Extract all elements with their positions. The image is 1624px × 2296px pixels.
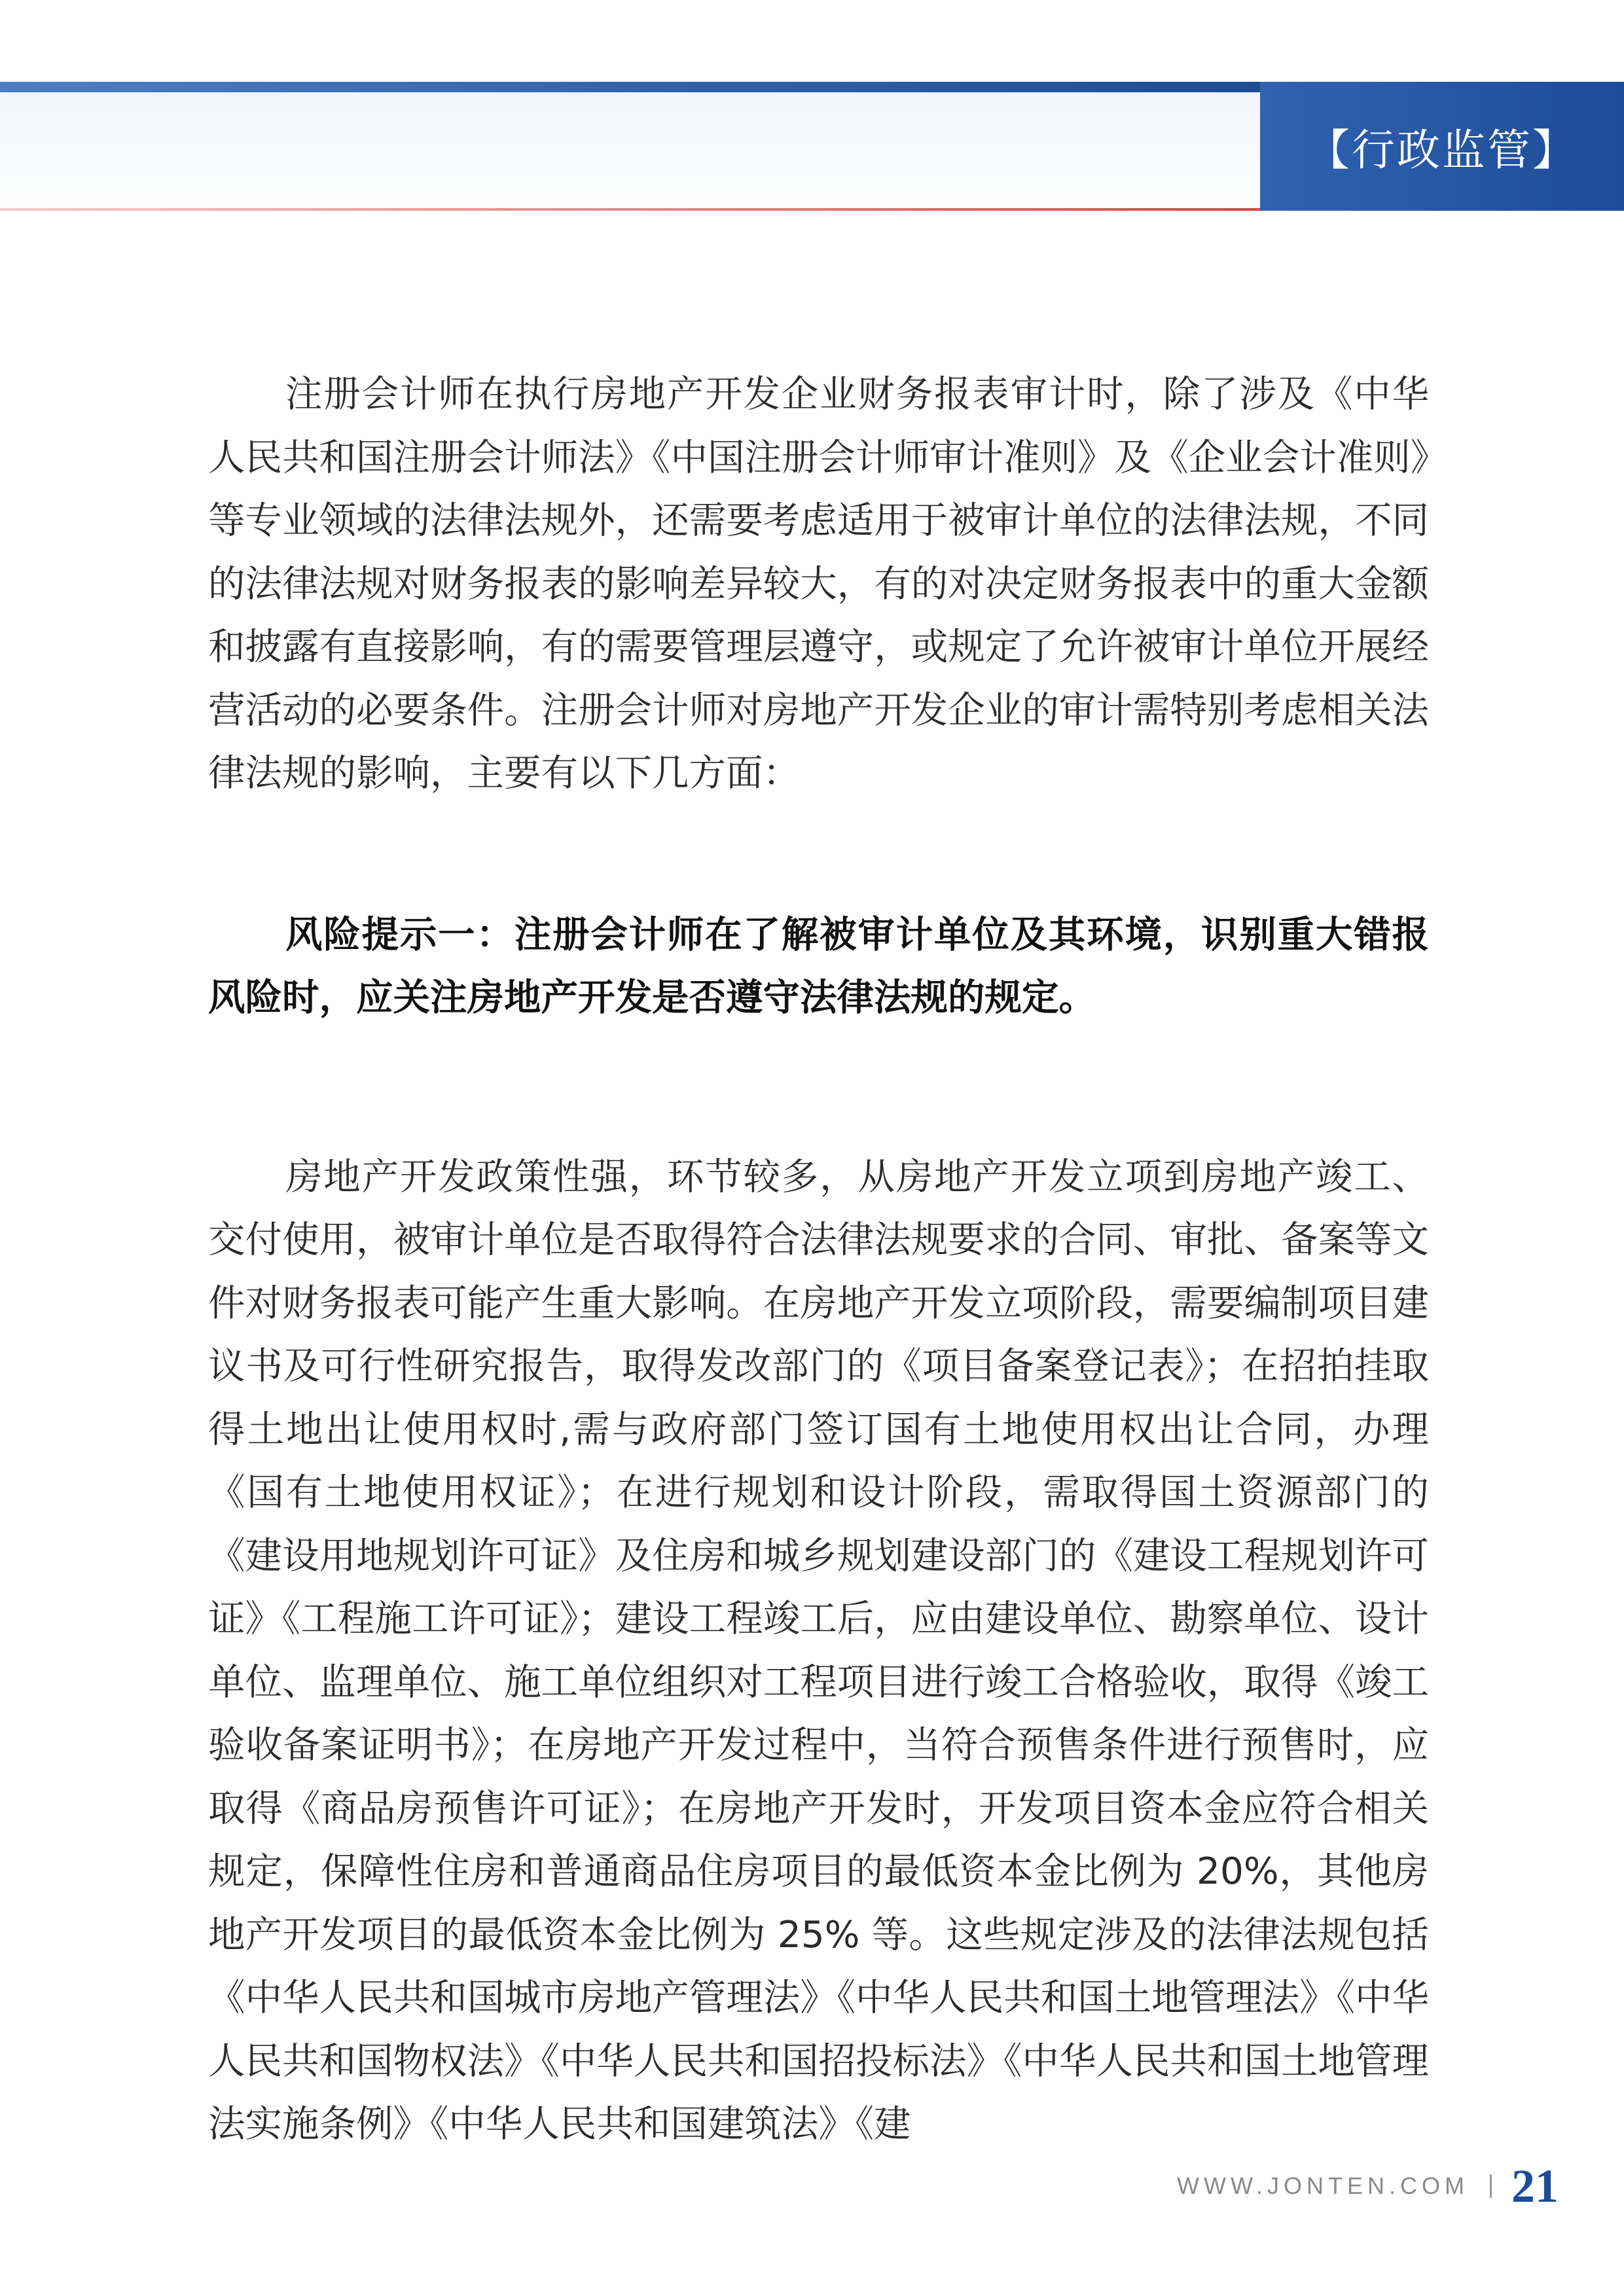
page-footer — [1177, 2160, 1559, 2212]
article-body — [208, 363, 1429, 2157]
header-top-rule — [0, 82, 1260, 92]
footer-divider — [1490, 2174, 1492, 2198]
page-number: 21 — [1511, 2159, 1559, 2212]
header-band — [0, 82, 1260, 210]
intro-paragraph: 注册会计师在执行房地产开发企业财务报表审计时，除了涉及《中华人民共和国注册会计师法》《中国注册会计师审计准则》及《企业会计准则》等专业领域的法律法规外，还需要考虑适用于被审计单位的法律法规，不同的法律法规对财务报表的影响差异较大，有的对决定财务报表中的重大金额和披露有直接影响，有的需要管理层遵守，或规定了允许被审计单位开展经营活动的必要条件。注册会计师对房地产开发企业的审计需特别考虑相关法律法规的影响，主要有以下几方面： — [208, 373, 1429, 795]
risk-heading: 风险提示一：注册会计师在了解被审计单位及其环境，识别重大错报风险时，应关注房地产开发是否遵守法律法规的规定。 — [208, 913, 1429, 1019]
section-tab-label: 【行政监管】 — [1307, 125, 1578, 175]
body-paragraph: 房地产开发政策性强，环节较多，从房地产开发立项到房地产竣工、交付使用，被审计单位是否取得符合法律法规要求的合同、审批、备案等文件对财务报表可能产生重大影响。在房地产开发立项阶段，需要编制项目建议书及可行性研究报告，取得发改部门的《项目备案登记表》；在招拍挂取得土地出让使用权时,需与政府部门签订国有土地使用权出让合同，办理《国有土地使用权证》；在进行规划和设计阶段，需取得国土资源部门的《建设用地规划许可证》及住房和城乡规划建设部门的《建设工程规划许可证》《工程施工许可证》；建设工程竣工后，应由建设单位、勘察单位、设计单位、监理单位、施工单位组织对工程项目进行竣工合格验收，取得《竣工验收备案证明书》；在房地产开发过程中，当符合预售条件进行预售时，应取得《商品房预售许可证》；在房地产开发时，开发项目资本金应符合相关规定，保障性住房和普通商品住房项目的最低资本金比例为 20%，其他房地产开发项目的最低资本金比例为 25% 等。这些规定涉及的法律法规包括《中华人民共和国城市房地产管理法》《中华人民共和国土地管理法》《中华人民共和国物权法》《中华人民共和国招投标法》《中华人民共和国土地管理法实施条例》《中华人民共和国建筑法》《建 — [208, 1155, 1429, 2145]
footer-website: WWW.JONTEN.COM — [1177, 2172, 1469, 2199]
header-bottom-rule — [0, 208, 1260, 211]
section-tab — [1260, 82, 1624, 211]
